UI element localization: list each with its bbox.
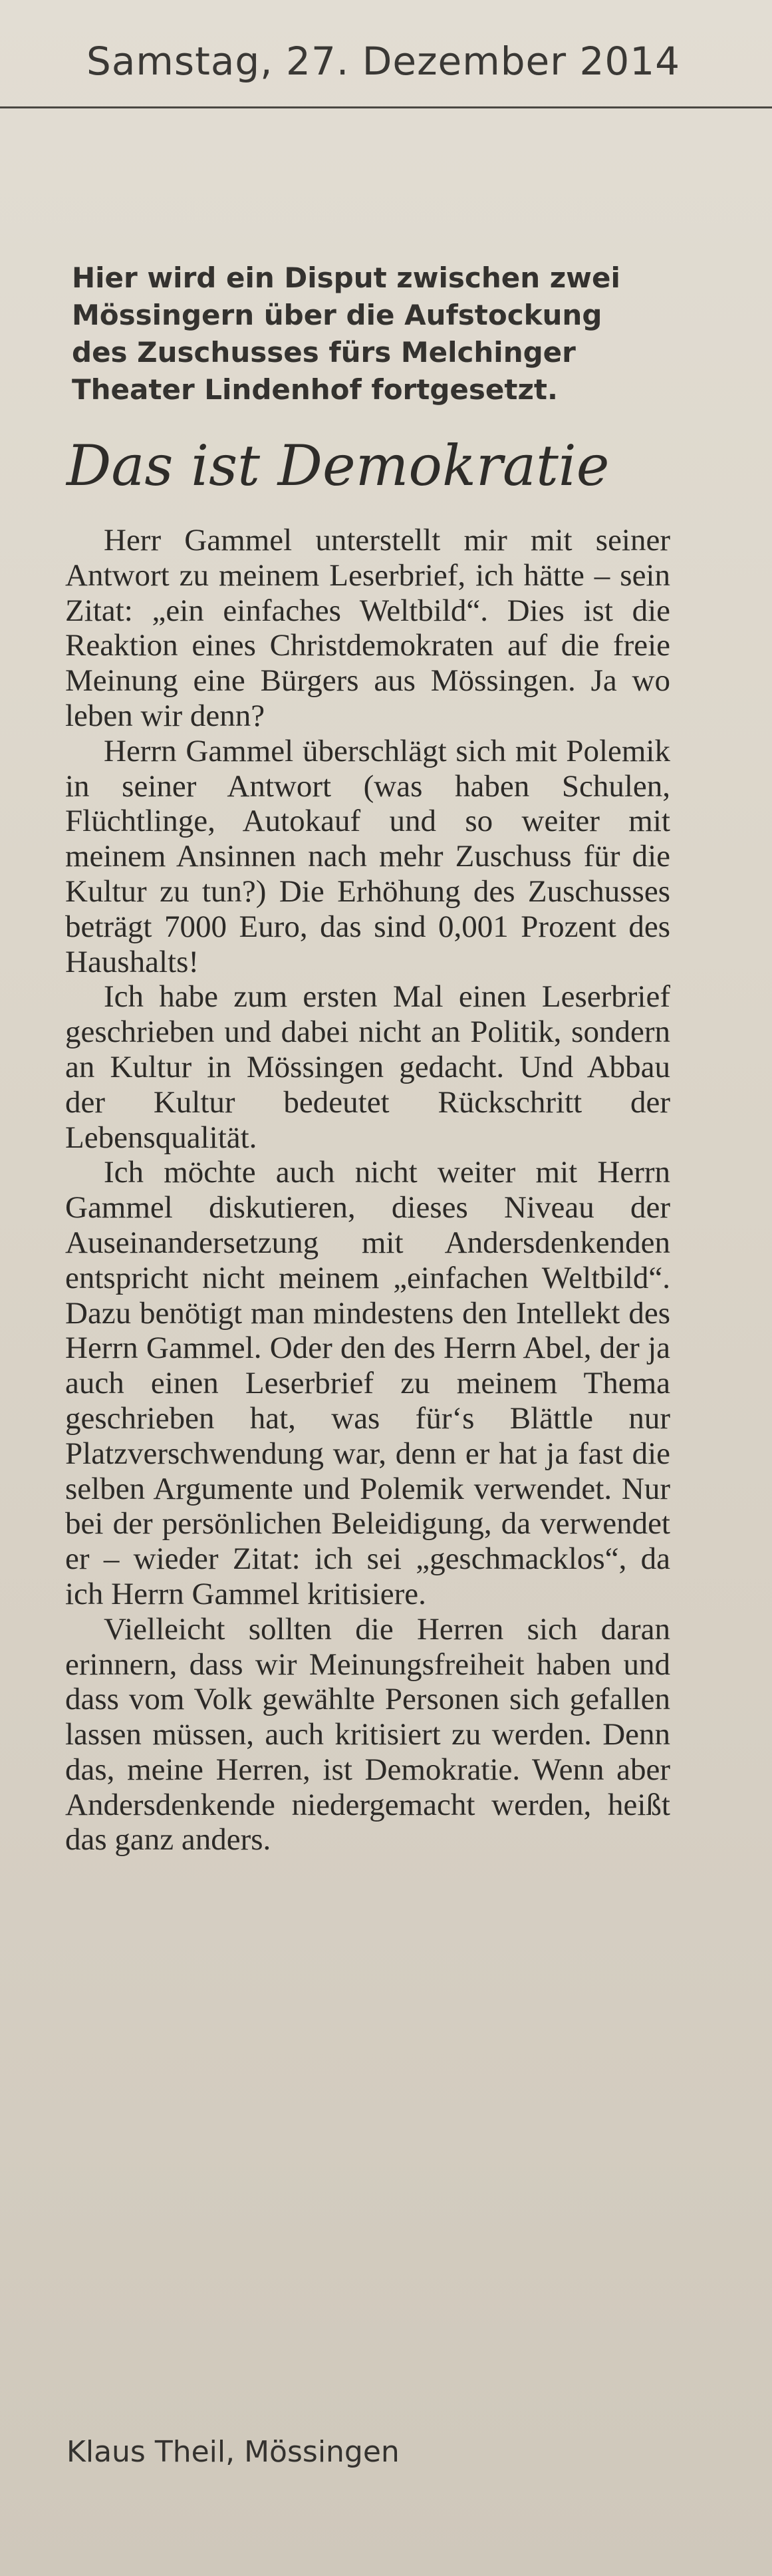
body-paragraph: Herrn Gammel überschlägt sich mit Polemik in seiner Antwort (was haben Schulen, Flüchtlinge, Autokauf und so weiter mit meinem Ansinnen nach mehr Zuschuss für die Kultur zu tun?) Die Erhöhung des Zuschusses beträgt 7000 Euro, das sind 0,001 Prozent des Haushalts! xyxy=(65,733,670,979)
body-paragraph: Herr Gammel unterstellt mir mit seiner Antwort zu meinem Leserbrief, ich hätte – sein Zitat: „ein einfaches Weltbild“. Dies ist die Reaktion eines Christdemokraten auf die freie Meinung eine Bürgers aus Mössingen. Ja wo leben wir denn? xyxy=(65,523,670,733)
letter-body xyxy=(65,523,670,1857)
body-paragraph: Vielleicht sollten die Herren sich daran erinnern, dass wir Meinungsfreiheit haben und dass vom Volk gewählte Personen sich gefallen lassen müssen, auch kritisiert zu werden. Denn das, meine Herren, ist Demokratie. Wenn aber Andersdenkende niedergemacht werden, heißt das ganz anders. xyxy=(65,1611,670,1857)
header-rule xyxy=(0,106,772,108)
issue-date: Samstag, 27. Dezember 2014 xyxy=(86,39,681,84)
author-signature: Klaus Theil, Mössingen xyxy=(66,2435,400,2469)
body-paragraph: Ich möchte auch nicht weiter mit Herrn Gammel diskutieren, dieses Niveau der Auseinandersetzung mit Andersdenkenden entspricht nicht meinem „einfachen Weltbild“. Dazu benötigt man mindestens den Intellekt des Herrn Gammel. Oder den des Herrn Abel, der ja auch einen Leserbrief zu meinem Thema geschrieben hat, was für‘s Blättle nur Platzverschwendung war, denn er hat ja fast die selben Argumente und Polemik verwendet. Nur bei der persönlichen Beleidigung, da verwendet er – wieder Zitat: ich sei „geschmacklos“, da ich Herrn Gammel kritisiere. xyxy=(65,1155,670,1611)
body-paragraph: Ich habe zum ersten Mal einen Leserbrief geschrieben und dabei nicht an Politik, sondern an Kultur in Mössingen gedacht. Und Abbau der Kultur bedeutet Rückschritt der Lebensqualität. xyxy=(65,979,670,1155)
intro-text: Hier wird ein Disput zwischen zwei Mössingern über die Aufstockung des Zuschusses fürs Melchinger Theater Lindenhof fortgesetzt. xyxy=(72,261,620,406)
letter-headline: Das ist Demokratie xyxy=(66,433,610,498)
